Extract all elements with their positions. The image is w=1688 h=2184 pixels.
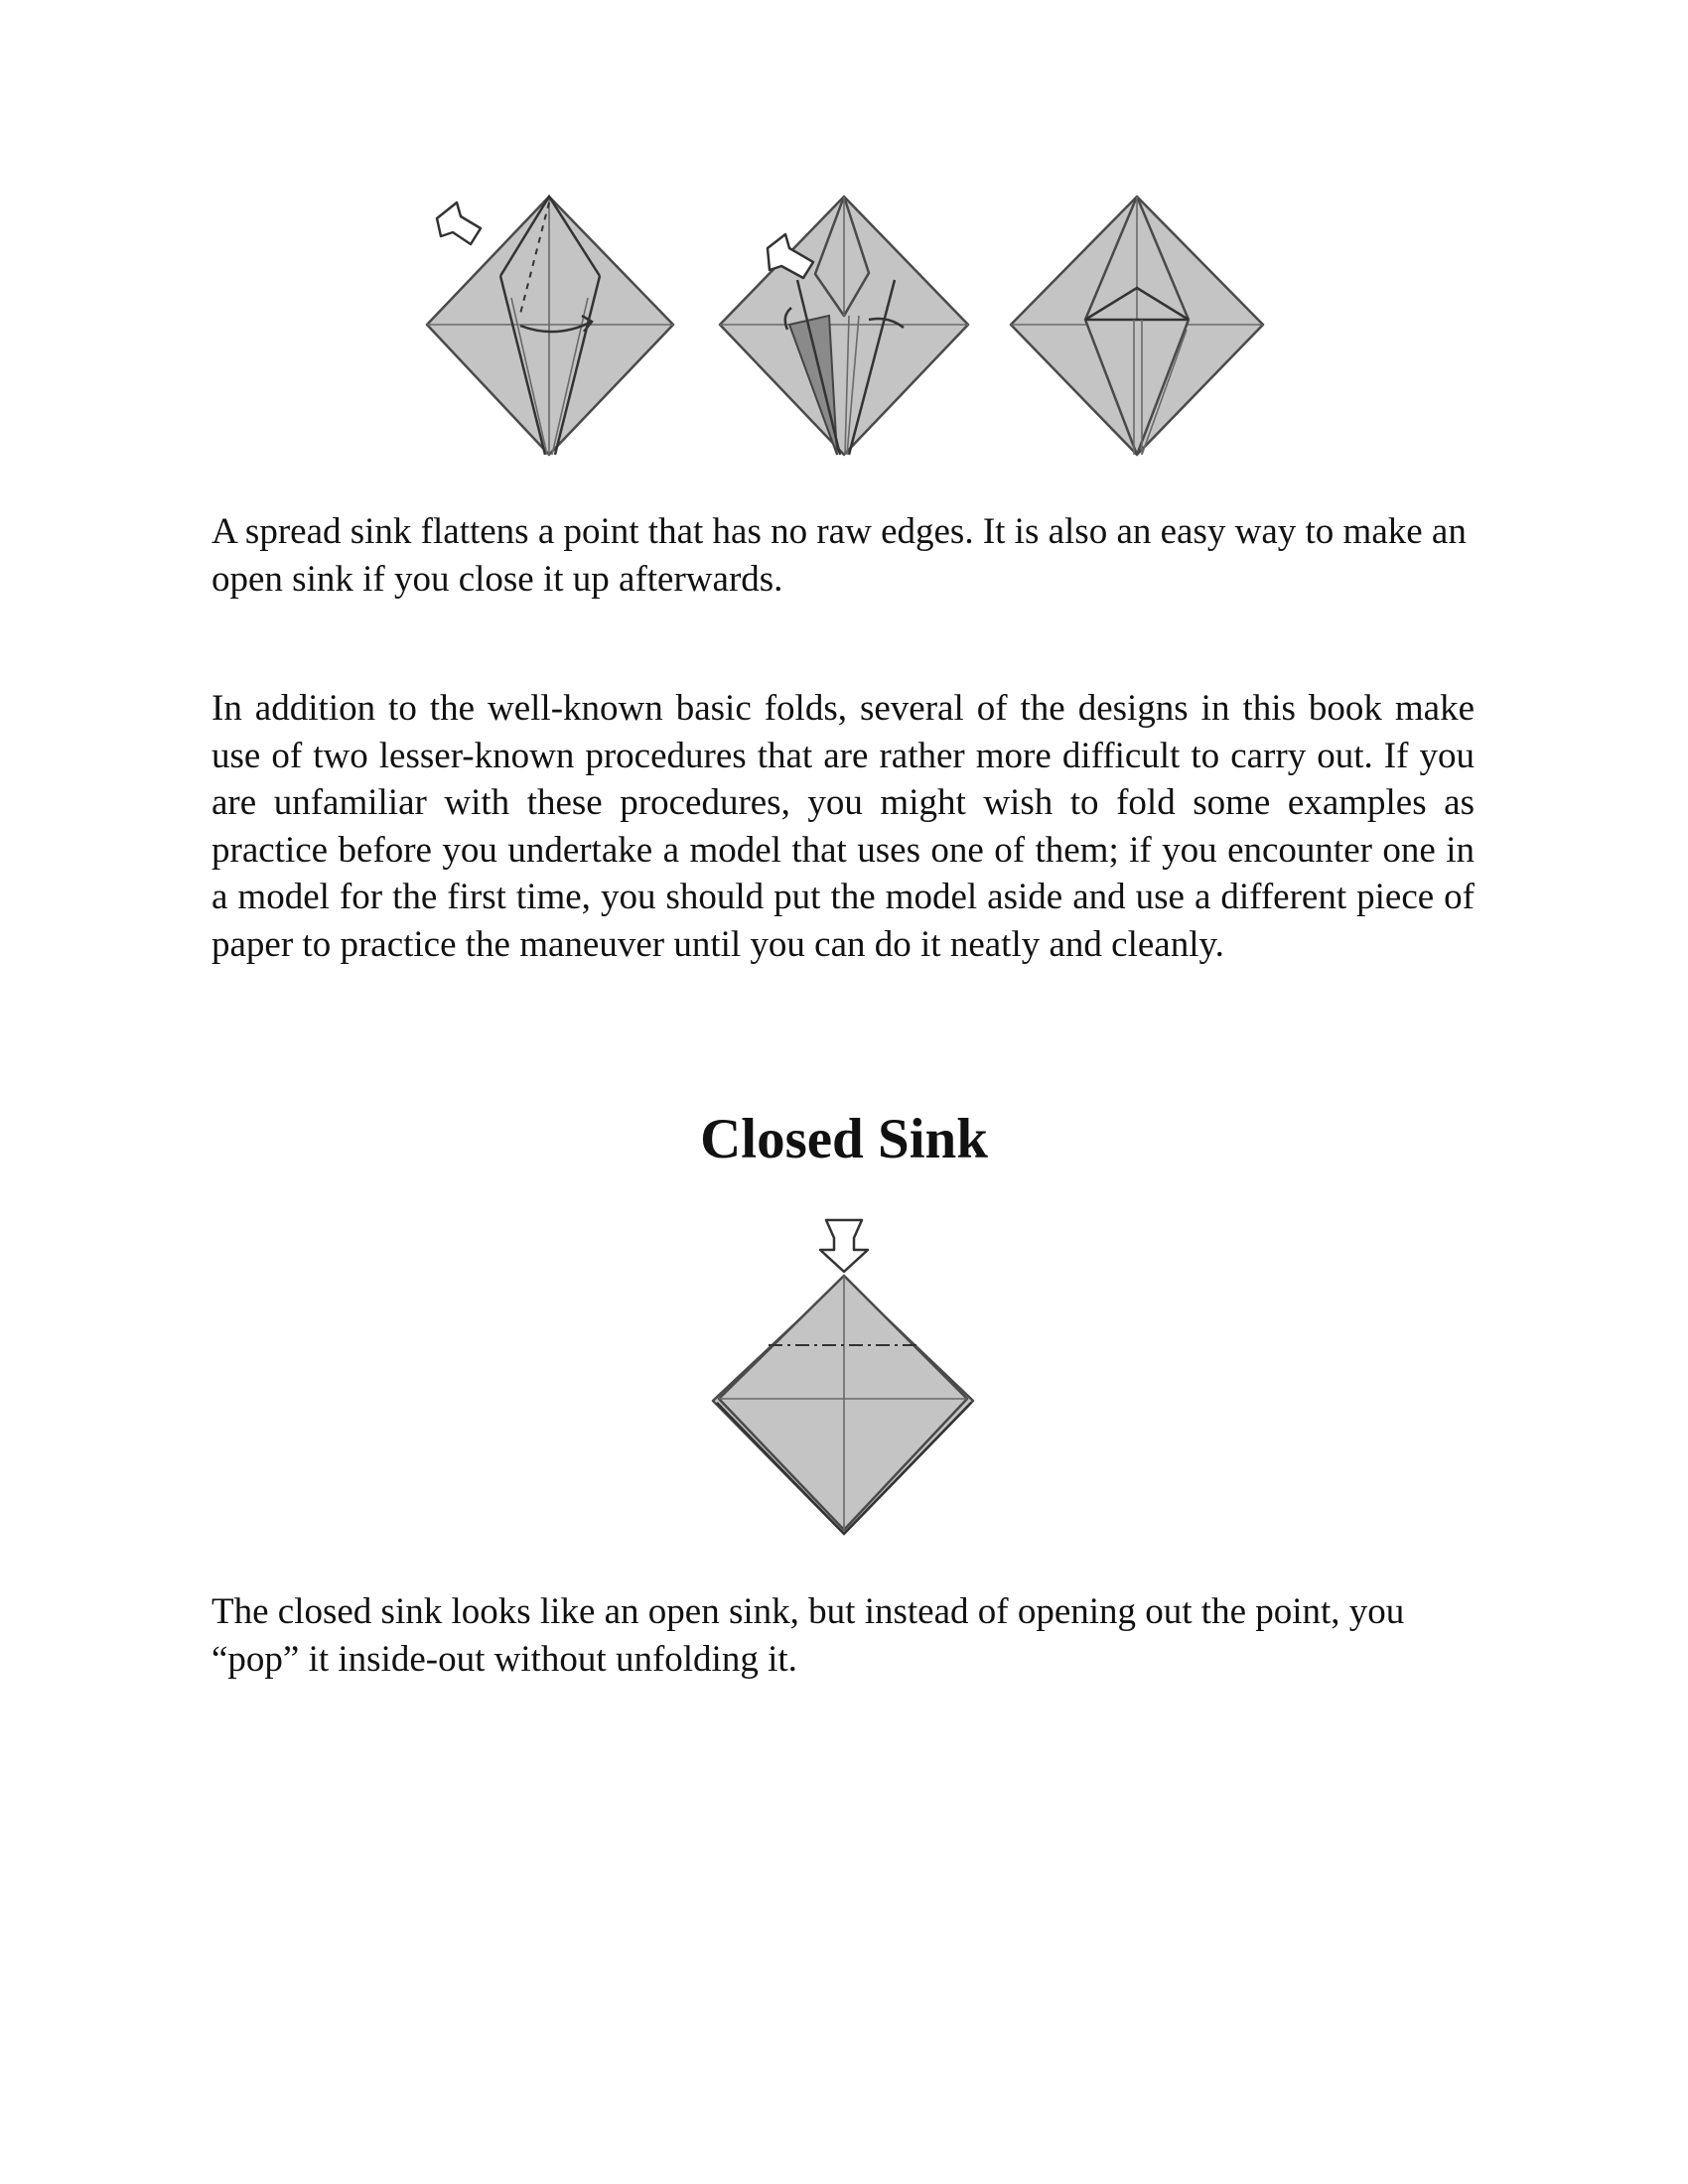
closed-sink-diagram [705, 1216, 983, 1544]
spread-sink-step-3 [1003, 189, 1271, 467]
push-arrow-icon [437, 203, 481, 244]
spread-sink-diagrams [397, 189, 1291, 467]
spread-sink-description: A spread sink flattens a point that has no raw edges. It is also an easy way to make an open sink if you close it up afterwards. [211, 511, 1467, 600]
spread-sink-step-1 [417, 189, 685, 467]
closed-sink-description: The closed sink looks like an open sink, but instead of opening out the point, you “pop” it inside-out without unfolding it. [211, 1591, 1405, 1680]
lesser-known-procedures-paragraph: In addition to the well-known basic folds, several of the designs in this book make use of two lesser-known procedures that are rather more difficult to carry out. If you are unfamiliar with these procedures, you might wish to fold some examples as practice before you undertake a model that uses one of them; if you encounter one in a model for the first time, you should put the model aside and use a different piece of paper to practice the maneuver until you can do it neatly and cleanly. [211, 688, 1475, 965]
spread-sink-step-2 [710, 189, 978, 467]
section-title: Closed Sink [700, 1108, 988, 1170]
push-down-arrow-icon [820, 1220, 868, 1272]
